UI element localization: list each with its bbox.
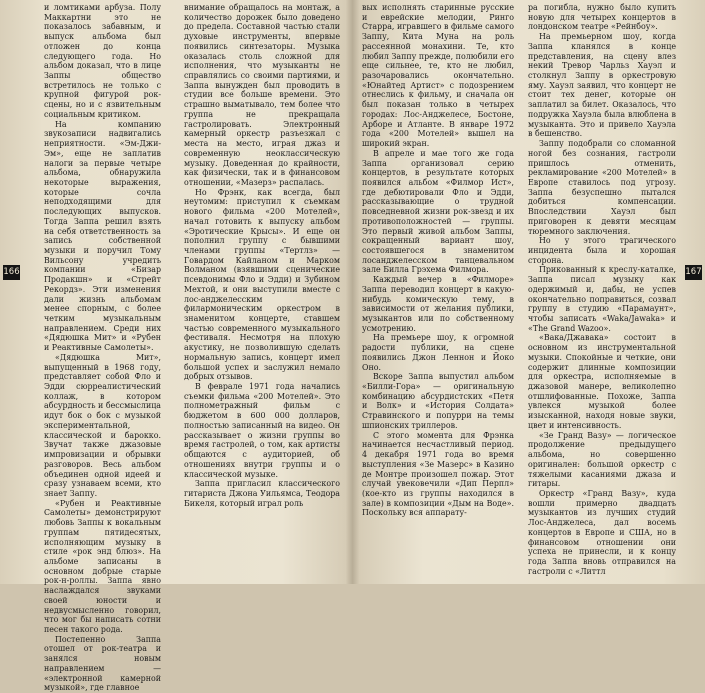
paragraph: «Вака/Джавака» состоит в основном из инструментальной музыки. Спокойные и четкие, они содержит длинные композиции для оркестра, исполняемые в джазовой манере, великолепно отшлифованные. Похоже, Заппа увлекся музыкой более изысканной, находя новые звуки, цвет и интенсивность.: [528, 333, 676, 430]
left-page-column-1: [44, 3, 161, 693]
paragraph: «Зе Гранд Вазу» — логическое продолжение предыдущего альбома, но совершенно оригинален: большой оркестр с тяжелыми касаниями джаза и гитары.: [528, 430, 676, 489]
paragraph: В апреле и мае того же года Заппа организовал серию концертов, в результате которых появился альбом «Филмор Ист», где дебютировали Фло и Эдди, рассказывающие о трудной повседневной жизни рок-звезд и их противоположностей — группы. Это первый живой альбом Заппы, сокращенный вариант шоу, состоявшегося в знаменитом лосанджелесском танцевальном зале Билла Грэхема Филмора.: [362, 148, 514, 275]
paragraph: «Рубен и Реактивные Самолеты» демонстрируют любовь Заппы к вокальным группам пятидесятых, исполняющим музыку в стиле «рок энд блюз». На альбоме записаны в основном добрые старые рок-н-роллы. Заппа явно наслаждался звуками своей юности и недвусмысленно говорил, что мог бы написать сотни песен такого рода.: [44, 498, 161, 634]
paragraph: На премьерном шоу, когда Заппа кланялся в конце представления, на сцену влез некий Тревор Чарльз Хауэл и столкнул Заппу в оркестровую яму. Хауэл заявил, что концерт не стоит тех денег, которые он заплатил за билет. Оказалось, что подружка Хауэла была влюблена в музыканта. Это и привело Хауэла в бешенство.: [528, 32, 676, 139]
paragraph: Каждый вечер в «Филморе» Заппа переводил концерт в какую-нибудь комическую тему, в зависимости от желания публики, музыкантов или по собственному усмотрению.: [362, 275, 514, 333]
paragraph: Прикованный к креслу-каталке, Заппа писал музыку как одержимый и, дабы, не успев окончательно поправиться, созвал группу в студию «Парамаунт», чтобы записать «Waka/Jawaka» и «The Grand Wazoo».: [528, 265, 676, 333]
left-page-column-2: [184, 3, 340, 581]
paragraph: Заппа пригласил классического гитариста Джона Уильямса, Теодора Бикеля, который играл роль: [184, 479, 340, 508]
paragraph: Оркестр «Гранд Вазу», куда вошли примерно двадцать музыкантов из лучших студий Лос-Анджелеса, дал восемь концертов в Европе и США, но в финансовом отношении они успеха не принесли, и к концу года Заппа вновь отправился на гастроли с «Литтл: [528, 488, 676, 576]
paragraph: ра погибла, нужно было купить новую для четырех концертов в лондонском театре «Рейнбоу».: [528, 3, 676, 32]
paragraph: На компанию звукозаписи надвигались неприятности. «Эм-Джи-Эм», еще не заплатив налоги за первые четыре альбома, обнаружила некоторые выражения, которые сочла неподходящими для последующих выпусков. Тогда Заппа решил взять на себя ответственность за запись собственной музыки и поручил Тому Вильсону учредить компании «Бизар Продакшн» и «Стрейт Рекордз». Эти изменения дали жизнь альбомам менее спорным, с более четким музыкальным направлением. Среди них «Дядюшка Мит» и «Рубен и Реактивные Самолеты».: [44, 119, 161, 353]
paragraph: вых исполнять старинные русские и еврейские мелодии, Ринго Старра, игравшего в фильме самого Заппу, Кита Муна на роль рассеянной монахини. Те, кто любил Заппу прежде, полюбили его еще сильнее, те, кто не любил, разочаровались окончательно. «Юнайтед Артист» с подозрением отнеслись к фильму, и сначала он был показан только в четырех городах: Лос-Анджелесе, Бостоне, Арборе и Атланте. В январе 1972 года «200 Мотелей» вышел на широкий экран.: [362, 3, 514, 149]
paragraph: Вскоре Заппа выпустил альбом «Билли-Гора» — оригинальную комбинацию абсурдистских «Петя и Волк» и «История Солдата» Стравинского и попурри на темы шпионских триллеров.: [362, 372, 514, 430]
paragraph: С этого момента для Фрэнка начинается несчастливый период. 4 декабря 1971 года во время выступления «Зе Мазерс» в Казино де Монтре произошел пожар. Этот случай увековечили «Дип Перпл» (кое-кто из группы находился в зале) в композиции «Дым на Воде». Поскольку вся аппарату-: [362, 430, 514, 518]
page-number-left: 166: [3, 265, 20, 280]
right-page-column-1: [362, 3, 514, 581]
paragraph: Постепенно Заппа отошел от рок-театра и занялся новым направлением — «электронной камерной музыкой», где главное: [44, 634, 161, 693]
page-number-right: 167: [685, 265, 702, 280]
paragraph: Заппу подобрали со сломанной ногой без сознания, гастроли пришлось отменить, рекламирование «200 Мотелей» в Европе ставилось под угрозу. Заппа безуспешно пытался добиться компенсации. Впоследствии Хауэл был приговорен к девяти месяцам тюремного заключения.: [528, 139, 676, 236]
paragraph: Но Фрэнк, как всегда, был неутомим: приступил к съемкам нового фильма «200 Мотелей», начал готовить к выпуску альбом «Эротические Крысы». И еще он пополнил группу с бывшими членами группы «Тертлз» — Говардом Кайланом и Марком Волманом (взявшими сценические псевдонимы Фло и Эдди) и Зубином Мехтой, и они выступили вместе с лос-анджелесским филармоническим оркестром в знаменитом концерте, ставшем частью современного музыкального фестиваля. Несмотря на плохую акустику, не позволившую сделать нормальную запись, концерт имел большой успех и заслужил немало добрых отзывов.: [184, 187, 340, 382]
paragraph: На премьере шоу, к огромной радости публики, на сцене появились Джон Леннон и Йоко Оно.: [362, 333, 514, 372]
paragraph: и ломтиками арбуза. Полу Маккартни это не показалось забавным, и выпуск альбома был отложен до конца следующего года. Но альбом доказал, что в лице Заппы общество встретилось не только с крупной фигурой рок-сцены, но и с язвительным социальным критиком.: [44, 3, 161, 119]
paragraph: В феврале 1971 года начались съемки фильма «200 Мотелей». Это полнометражный фильм с бюджетом в 600 000 долларов, полностью записанный на видео. Он рассказывает о жизни группы во время гастролей, о том, как артисты общаются с аудиторией, об отношениях внутри группы и о классической музыке.: [184, 382, 340, 479]
paragraph: «Дядюшка Мит», выпущенный в 1968 году, представляет собой Фло и Эдди сюрреалистический коллаж, в котором абсурдность и бессмыслица идут бок о бок с музыкой экспериментальной, классической и барокко. Звучат также джазовые импровизации и обрывки разговоров. Весь альбом объединен одной идеей и сразу узнаваем всеми, кто знает Заппу.: [44, 352, 161, 498]
paragraph: внимание обращалось на монтаж, а количество дорожек было доведено до предела. Составной частью стали духовые инструменты, впервые появились синтезаторы. Музыка оказалась столь сложной для исполнения, что музыканты не справлялись со своими партиями, и Заппа вынужден был проводить в студии все больше времени. Это страшно выматывало, тем более что группа не прекращала гастролировать. Электронный камерный оркестр разъезжал с места на место, играя джаз и современную неоклассическую музыку. Доведенная до крайности, как физически, так и в финансовом отношении, «Мазерз» распалась.: [184, 3, 340, 187]
paragraph: Но у этого трагического инцидента была и хорошая сторона.: [528, 236, 676, 265]
right-page-column-2: [528, 3, 676, 581]
